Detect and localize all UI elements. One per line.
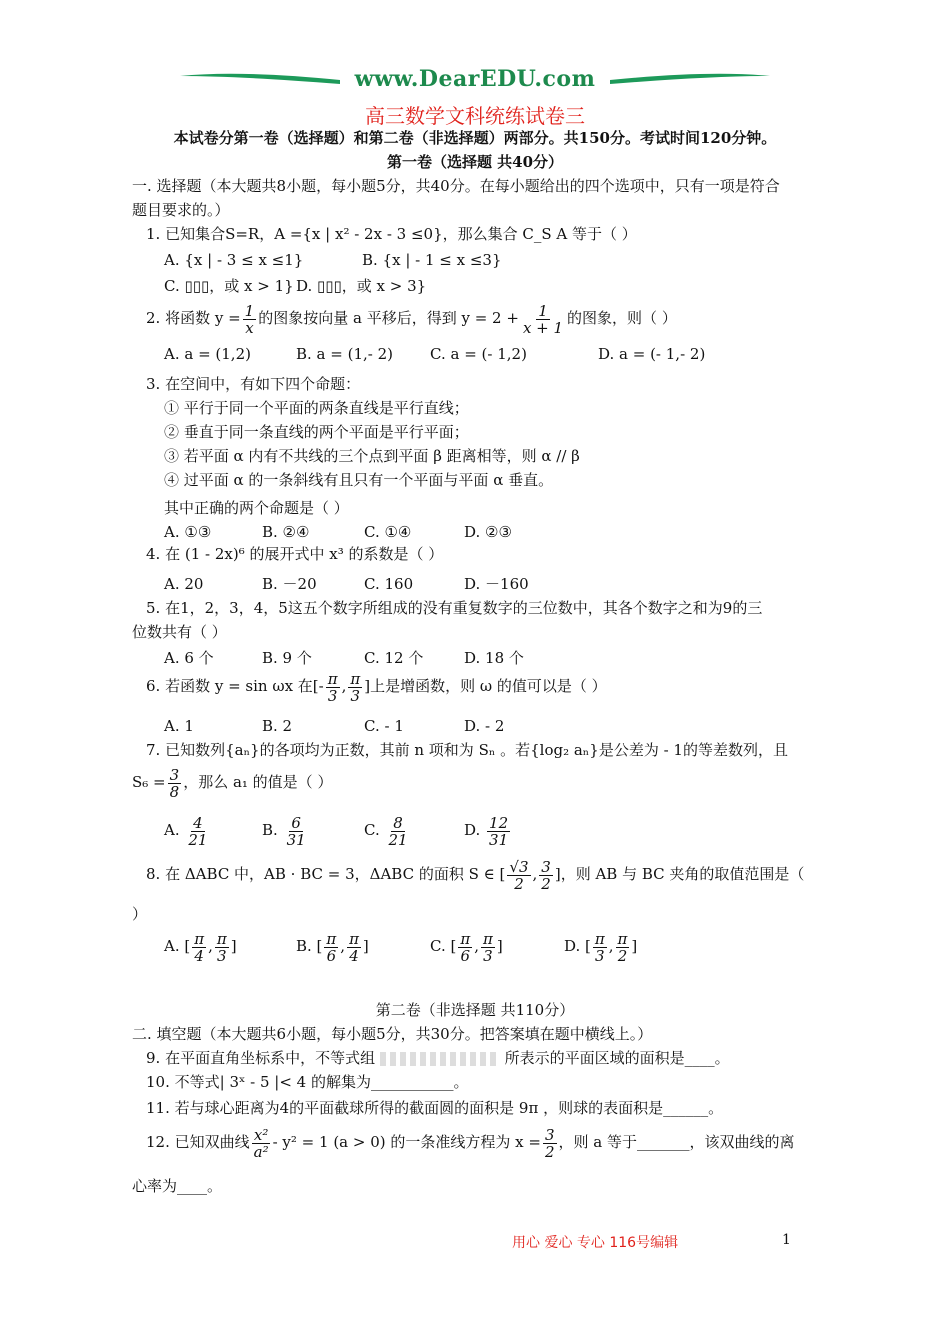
q7-f-num: 3 (169, 765, 180, 784)
q2-pre: 2. 将函数 y = (146, 309, 241, 327)
footer-note: 用心 爱心 专心 116号编辑 (512, 1235, 679, 1251)
q8-b-f2n: π (349, 929, 359, 948)
q2-option-d: D. a = (- 1,- 2) (598, 345, 706, 363)
q6-fraction-1 (326, 671, 340, 704)
exam-intro: 本试卷分第一卷（选择题）和第二卷（非选择题）两部分。共150分。考试时间120分钟。 (173, 129, 777, 147)
q5-option-c: C. 12 个 (364, 649, 424, 667)
q6-f1-den: 3 (327, 686, 338, 705)
q7-b-label: B. (262, 821, 278, 839)
q7-b-den: 31 (286, 830, 306, 849)
q8-d-label: D. [ (564, 937, 591, 955)
q8-a-f2n: π (216, 929, 227, 948)
q8-d-f2d: 2 (617, 946, 628, 965)
q8-option-b: B. [ $\frac{\pi}{6}$ , $\frac{\pi}{4}$ ] (296, 929, 369, 965)
q4-option-a: A. 20 (164, 575, 204, 593)
q7-d-num: 12 (489, 813, 509, 832)
q8-f2-num: 3 (541, 857, 551, 876)
q12-fraction-2 (543, 1127, 557, 1160)
q12-f1-den: a² (253, 1142, 269, 1161)
q8-b-f2d: 4 (349, 946, 359, 965)
q11-stem: 11. 若与球心距离为4的平面截球所得的截面圆的面积是 9π ，则球的表面积是______。 (146, 1099, 724, 1117)
q6-f2-num: π (350, 669, 361, 688)
q8-d-f1n: π (594, 929, 605, 948)
q1-stem: 1. 已知集合S=R，A ={x | x² - 2x - 3 ≤0}，那么集合 C_S A 等于（ ） (146, 225, 637, 243)
q3-option-b: B. ②④ (262, 523, 310, 541)
q12-mid: - y² = 1 (a > 0) 的一条准线方程为 x = (272, 1133, 541, 1151)
q6-comma: , (341, 677, 347, 695)
q2-option-c: C. a = (- 1,2) (430, 345, 527, 363)
q6-option-a: A. 1 (164, 717, 194, 735)
q7-c-num: 8 (393, 813, 403, 832)
q7-d-label: D. (464, 821, 481, 839)
q8-option-a: A. [ $\frac{\pi}{4}$ , $\frac{\pi}{3}$ ] (164, 929, 237, 965)
q5-option-b: B. 9 个 (262, 649, 312, 667)
q8-fraction-1 (507, 859, 530, 892)
q8-c-close: ] (496, 937, 503, 955)
q7-option-c (364, 812, 412, 848)
q7-b-frac (285, 815, 308, 848)
q12-fraction-1 (252, 1127, 271, 1160)
q3-statement-3: ③ 若平面 α 内有不共线的三个点到平面 β 距离相等，则 α // β (164, 447, 580, 465)
q7-c-label: C. (364, 821, 380, 839)
q9-pre: 9. 在平面直角坐标系中，不等式组 (146, 1049, 376, 1067)
q2-mid: 的图象按向量 a 平移后，得到 y = 2 + (258, 309, 519, 327)
q4-option-c: C. 160 (364, 575, 414, 593)
site-name[interactable]: www.DearEDU.com (354, 66, 596, 92)
q7-option-b (262, 812, 310, 848)
q8-comma: , (532, 865, 538, 883)
q3-option-c: C. ①④ (364, 523, 412, 541)
q8-a-f2 (215, 931, 229, 964)
q2-f2-num: 1 (538, 301, 548, 320)
q12-stem (146, 1122, 795, 1162)
q2-post: 的图象，则（ ） (567, 309, 677, 327)
q12-pre: 12. 已知双曲线 (146, 1133, 250, 1151)
site-header (180, 62, 770, 96)
q4-option-b: B. －20 (262, 575, 317, 593)
q9-post: 所表示的平面区域的面积是____。 (504, 1049, 730, 1067)
q8-c-f1n: π (460, 929, 471, 948)
q8-b-close: ] (362, 937, 369, 955)
q8-a-label: A. [ (164, 937, 191, 955)
q8-stem (146, 856, 804, 892)
q8-a-f2d: 3 (217, 946, 227, 965)
q6-pre: 6. 若函数 y = sin ωx 在[- (146, 677, 324, 695)
exam-title: 高三数学文科统练试卷三 (365, 104, 585, 128)
q1-option-c: C. ▯▯▯，或 x > 1} (164, 277, 294, 295)
q8-fraction-2 (539, 859, 553, 892)
part2-heading: 第二卷（非选择题 共110分） (375, 1001, 575, 1019)
q1-option-a: A. {x | - 3 ≤ x ≤1} (164, 251, 304, 269)
page-number: 1 (782, 1232, 791, 1248)
q7-option-a (164, 812, 211, 848)
q5-option-d: D. 18 个 (464, 649, 524, 667)
q8-f1-den: 2 (514, 874, 524, 893)
q8-d-close: ] (631, 937, 638, 955)
q8-d-f2n: π (617, 929, 628, 948)
q8-c-f1 (458, 931, 472, 964)
q2-option-b: B. a = (1,- 2) (296, 345, 394, 363)
q12-stem-cont: 心率为____。 (132, 1177, 223, 1195)
q7-f-den: 8 (169, 782, 180, 801)
q4-option-d: D. －160 (464, 575, 529, 593)
part1-heading: 第一卷（选择题 共40分） (386, 153, 564, 171)
inequality-system-image (380, 1052, 500, 1066)
q2-f1-num: 1 (244, 301, 255, 320)
q8-c-f2 (481, 931, 495, 964)
q3-statement-1: ① 平行于同一个平面的两条直线是平行直线； (164, 399, 469, 417)
q7-stem: 7. 已知数列{aₙ}的各项均为正数，其前 n 项和为 Sₙ 。若{log₂ aₙ}是公差为 - 1的等差数列，且 (146, 741, 788, 759)
q7-d-den: 31 (489, 830, 509, 849)
q3-statement-4: ④ 过平面 α 的一条斜线有且只有一个平面与平面 α 垂直。 (164, 471, 554, 489)
q6-option-b: B. 2 (262, 717, 293, 735)
q8-a-f1n: π (194, 929, 205, 948)
q8-c-f1d: 6 (460, 946, 471, 965)
q8-b-f1 (324, 931, 338, 964)
q1-option-b: B. {x | - 1 ≤ x ≤3} (362, 251, 502, 269)
q8-f1-num: √3 (509, 857, 529, 876)
q6-f1-num: π (327, 669, 338, 688)
q5-stem: 5. 在1，2，3，4，5这五个数字所组成的没有重复数字的三位数中，其各个数字之和为9的三 (146, 599, 763, 617)
q8-a-f1 (192, 931, 206, 964)
q7-a-frac (186, 815, 209, 848)
q7-b-num: 6 (291, 813, 301, 832)
q8-stem-cont: ） (132, 905, 148, 923)
q10-stem: 10. 不等式| 3ˣ - 5 |< 4 的解集为___________。 (146, 1073, 469, 1091)
section2-heading: 二. 填空题（本大题共6小题，每小题5分，共30分。把答案填在题中横线上。） (132, 1025, 653, 1043)
q2-fraction-2 (521, 303, 565, 336)
q7-option-d (464, 812, 512, 848)
q8-d-f2 (616, 931, 630, 964)
q1-option-d: D. ▯▯▯，或 x > 3} (296, 277, 427, 295)
q7-c-frac (387, 815, 410, 848)
q2-f1-den: x (245, 318, 254, 337)
q3-option-a: A. ①③ (164, 523, 212, 541)
q8-pre: 8. 在 ΔABC 中，AB · BC = 3，ΔABC 的面积 S ∈ [ (146, 865, 506, 883)
q8-a-f1d: 4 (194, 946, 204, 965)
q12-f1-num: x² (253, 1125, 269, 1144)
q12-f2-num: 3 (544, 1125, 555, 1144)
q3-option-d: D. ②③ (464, 523, 512, 541)
q7-l2post: ，那么 a₁ 的值是（ ） (183, 773, 333, 791)
q3-statement-2: ② 垂直于同一条直线的两个平面是平行平面； (164, 423, 469, 441)
q2-option-a: A. a = (1,2) (164, 345, 251, 363)
q6-post: ]上是增函数，则 ω 的值可以是（ ） (364, 677, 607, 695)
q8-c-f2d: 3 (483, 946, 493, 965)
q8-f2-den: 2 (541, 874, 551, 893)
q3-ask: 其中正确的两个命题是（ ） (164, 499, 349, 517)
q6-option-d: D. - 2 (464, 717, 505, 735)
q4-stem: 4. 在 (1 - 2x)⁶ 的展开式中 x³ 的系数是（ ） (146, 545, 444, 563)
q8-a-close: ] (230, 937, 237, 955)
q8-b-f1d: 6 (326, 946, 337, 965)
section1-heading-cont: 题目要求的。） (132, 201, 230, 219)
q7-stem-cont (132, 764, 332, 800)
q6-option-c: C. - 1 (364, 717, 404, 735)
q7-d-frac (487, 815, 510, 848)
q7-a-label: A. (164, 821, 180, 839)
q8-d-f1d: 3 (595, 946, 605, 965)
q8-b-f2 (347, 931, 361, 964)
q2-fraction-1 (243, 303, 257, 336)
q8-c-label: C. [ (430, 937, 457, 955)
q8-b-f1n: π (326, 929, 337, 948)
q8-post: ]，则 AB 与 BC 夹角的取值范围是（ (554, 865, 805, 883)
q7-a-den: 21 (188, 830, 208, 849)
q2-f2-den: x + 1 (522, 318, 564, 337)
q7-a-num: 4 (193, 813, 203, 832)
q7-c-den: 21 (388, 830, 408, 849)
q12-post: ，则 a 等于_______，该双曲线的离 (558, 1133, 795, 1151)
q2-stem (146, 300, 677, 336)
q5-stem-cont: 位数共有（ ） (132, 623, 227, 641)
q3-stem: 3. 在空间中，有如下四个命题： (146, 375, 361, 393)
q8-option-c: C. [ $\frac{\pi}{6}$ , $\frac{\pi}{3}$ ] (430, 929, 503, 965)
q8-d-f1 (593, 931, 607, 964)
section1-heading: 一. 选择题（本大题共8小题，每小题5分，共40分。在每小题给出的四个选项中，只有一项是符合 (132, 177, 780, 195)
q6-fraction-2 (348, 671, 362, 704)
q7-l2pre: S₆ = (132, 773, 166, 791)
q6-f2-den: 3 (350, 686, 361, 705)
q12-f2-den: 2 (544, 1142, 555, 1161)
q8-option-d: D. [ $\frac{\pi}{3}$ , $\frac{\pi}{2}$ ] (564, 929, 638, 965)
q9-stem (146, 1048, 730, 1068)
q7-fraction (168, 767, 182, 800)
q6-stem (146, 668, 607, 704)
q8-c-f2n: π (482, 929, 493, 948)
q8-b-label: B. [ (296, 937, 323, 955)
q5-option-a: A. 6 个 (164, 649, 214, 667)
